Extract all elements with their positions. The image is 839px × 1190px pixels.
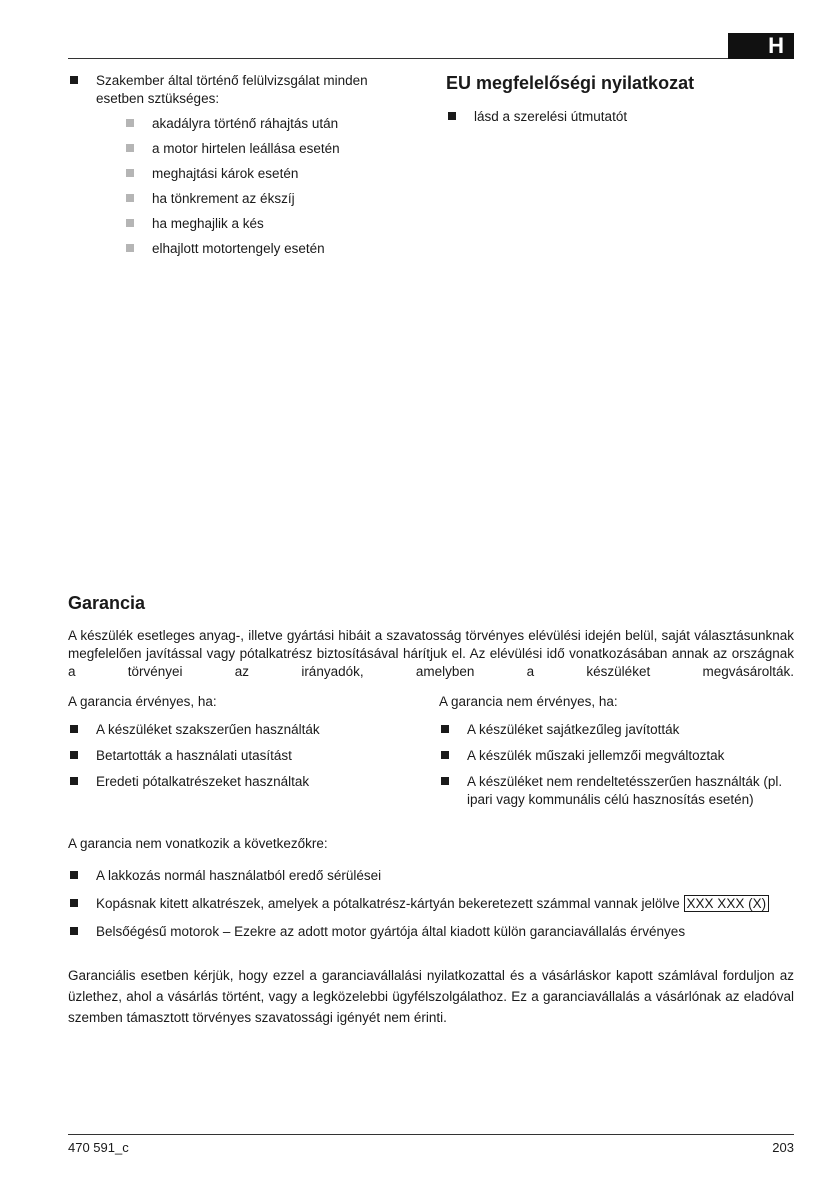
header-rule [68,58,728,59]
warranty-paragraph-line: A készülék esetleges anyag-, illetve gyártási hibáit a szavatosság törvényes elévülési idején belül, saját választásunknak [68,628,794,643]
inspection-item [68,72,408,258]
list-item: lásd a szerelési útmutatót [446,108,796,126]
invalid-heading: A garancia nem érvényes, ha: [439,694,618,709]
list-item: Eredeti pótalkatrészeket használtak [68,773,439,791]
valid-heading: A garancia érvényes, ha: [68,694,217,709]
list-item: ha tönkrement az ékszíj [96,190,408,208]
right-column [446,72,796,126]
not-covered-heading: A garancia nem vonatkozik a következőkre: [68,836,328,851]
inspection-intro: Szakember által történő felülvizsgálat minden esetben sztükséges: [96,73,368,106]
closing-paragraph: Garanciális esetben kérjük, hogy ezzel a garanciavállalási nyilatkozattal és a vásárláskor kapott számlával forduljon az üzlethez, ahol a vásárlás történt, vagy a legközelebbi ügyfélszolgálathoz. Ez a garanciavállalás a vásárlónak az eladóval szemben támasztott törvényes szavatossági igényét nem érinti. [68,968,794,1025]
list-item: A készüléket sajátkezűleg javították [439,721,794,739]
left-column [68,72,408,258]
list-item: a motor hirtelen leállása esetén [96,140,408,158]
valid-column [68,693,439,817]
warranty-paragraph-line: a törvényei az irányadók, amelyben a készüléket megvásárolták. [68,664,794,679]
warranty-title: Garancia [68,593,146,613]
footer-rule [68,1134,794,1135]
list-item: Betartották a használati utasítást [68,747,439,765]
list-item: elhajlott motortengely esetén [96,240,408,258]
list-item: A készüléket nem rendeltetésszerűen használták (pl. ipari vagy kommunális célú hasznosítás esetén) [439,773,794,809]
boxed-part-number: XXX XXX (X) [684,895,770,912]
list-item: meghajtási károk esetén [96,165,408,183]
list-item [68,895,794,913]
wear-parts-text: Kopásnak kitett alkatrészek, amelyek a pótalkatrész-kártyán bekeretezett számmal vannak jelölve [96,896,680,911]
eu-declaration-title: EU megfelelőségi nyilatkozat [446,73,695,93]
list-item: A készülék műszaki jellemzői megváltoztak [439,747,794,765]
list-item: akadályra történő ráhajtás után [96,115,408,133]
warranty-section [68,592,794,1028]
language-tab: H [728,33,794,59]
warranty-paragraph-line: megfelelően javítással vagy pótalkatrész biztosításával hárítjuk el. Az elévülési idő vonatkozásában annak az országnak [68,646,794,661]
list-item: A lakkozás normál használatból eredő sérülései [68,867,794,885]
invalid-column [439,693,794,817]
list-item: A készüléket szakszerűen használták [68,721,439,739]
list-item: ha meghajlik a kés [96,215,408,233]
document-number: 470 591_c [68,1140,129,1155]
warranty-conditions [68,693,794,817]
page-number: 203 [772,1140,794,1155]
list-item: Belsőégésű motorok – Ezekre az adott motor gyártója által kiadott külön garanciavállalás érvényes [68,923,794,941]
